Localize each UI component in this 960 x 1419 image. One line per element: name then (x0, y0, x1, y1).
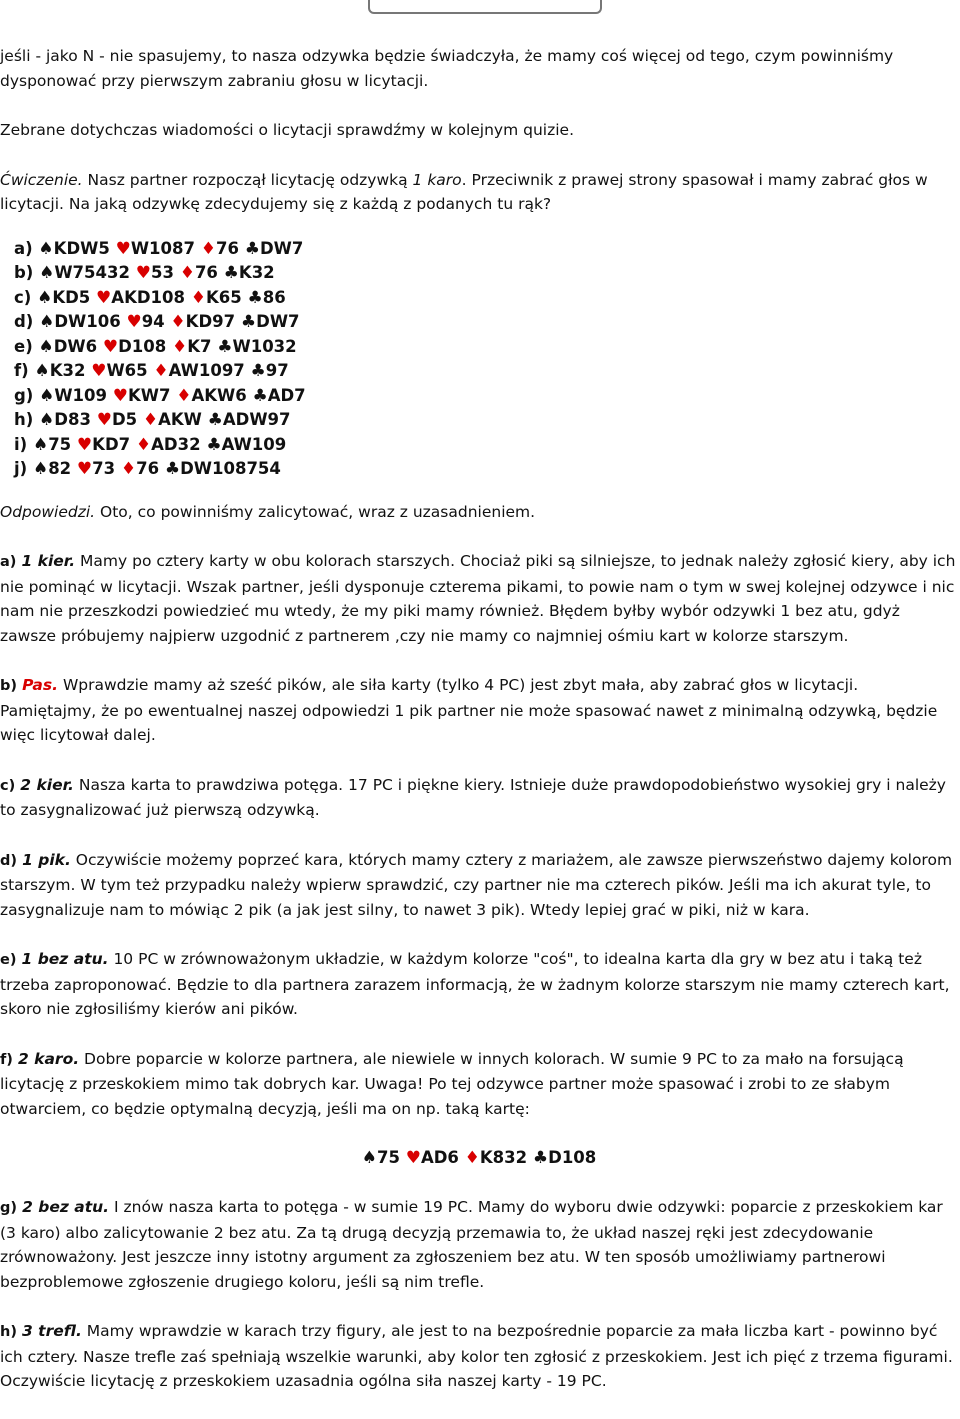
heart-icon: ♥ (76, 434, 93, 455)
diamond-cards: 76 (194, 263, 224, 282)
answer-text: Mamy wprawdzie w karach trzy figury, ale jest to na bezpośrednie poparcie za mała liczba kart - powinno być ich cztery. Nasze trefle zaś spełniają wszelkie warunki, aby kolor ten zgłosić z przeskokiem. Jest ich pięć z trzema figurami. Oczywiście licytację z przeskokiem uzasadnia ogólna siła naszej karty - 19 PC. (0, 1322, 953, 1390)
club-icon: ♣ (164, 459, 181, 479)
heart-icon: ♥ (96, 410, 112, 430)
exercise-bid: 1 karo (412, 170, 462, 189)
heart-cards: KD7 (92, 434, 136, 454)
diamond-cards: 76 (136, 459, 165, 478)
answer-label: h) (0, 1324, 22, 1340)
answer-bid: Pas. (22, 676, 59, 694)
spade-cards: 75 (376, 1148, 406, 1167)
answers-list (0, 549, 958, 1394)
heart-icon: ♥ (112, 385, 128, 406)
spade-cards: DW6 (53, 336, 103, 356)
answer-label: b) (0, 678, 23, 694)
heart-icon: ♥ (405, 1148, 421, 1168)
answer-label: c) (0, 777, 21, 794)
spade-icon: ♠ (32, 434, 49, 455)
heart-cards: W65 (106, 361, 154, 380)
hand-label: g) (14, 385, 40, 405)
diamond-icon: ♦ (176, 385, 192, 406)
answer-text: 10 PC w zrównoważonym układzie, w każdym kolorze "coś", to idealna karta dla gry w bez atu i taką też trzeba zaproponować. Będzie to dla partnera zarazem informacją, że w żadnym kolorze starszym nie mamy czterech kart, skoro nie zgłosiliśmy kierów ani pików. (0, 950, 950, 1018)
answer-paragraph (0, 549, 958, 648)
club-icon: ♣ (206, 434, 222, 455)
diamond-cards: AKW6 (191, 385, 253, 405)
answer-paragraph (0, 1319, 958, 1394)
heart-cards: 53 (150, 263, 180, 282)
heart-icon: ♥ (76, 459, 93, 479)
answer-label: f) (0, 1051, 18, 1068)
club-cards: DW108754 (180, 459, 281, 478)
heart-cards: AD6 (420, 1148, 465, 1167)
heart-icon: ♥ (115, 238, 131, 259)
hand-row (14, 237, 958, 262)
club-icon: ♣ (223, 263, 239, 283)
example-hand (0, 1146, 958, 1170)
heart-icon: ♥ (91, 361, 107, 381)
hand-row (14, 433, 958, 458)
spade-cards: W109 (54, 385, 113, 405)
answer-text: Mamy po cztery karty w obu kolorach starszych. Chociaż piki są silniejsze, to jednak należy zgłosić kiery, aby ich nie pominąć w licytacji. Wszak partner, jeśli dysponuje czterema pikami, to powie nam o tym w swej kolejnej odzywce i nic nam nie przeszkodzi powiedzieć mu wtedy, że my piki mamy również. Błędem byłby wybór odzywki 1 bez atu, gdyż zawsze próbujemy najpierw uzgodnić z partnerem ,czy nie mamy co najmniej ośmiu kart w kolorze starszym. (0, 552, 956, 645)
answer-paragraph (0, 1195, 958, 1294)
club-cards: D108 (548, 1148, 597, 1167)
spade-cards: KD5 (52, 287, 97, 307)
hand-label: b) (14, 263, 40, 282)
club-icon: ♣ (250, 361, 266, 381)
diamond-cards: KD97 (185, 312, 241, 331)
diamond-icon: ♦ (142, 410, 159, 430)
answer-text: Dobre poparcie w kolorze partnera, ale niewiele w innych kolorach. W sumie 9 PC to za mało na forsującą licytację z przeskokiem mimo tak dobrych kar. Uwaga! Po tej odzywce partner może spasować i zrobi to ze słabym otwarciem, co będzie optymalną decyzją, jeśli ma on np. taką kartę: (0, 1049, 904, 1118)
answer-bid: 2 karo. (17, 1049, 80, 1068)
hand-label: d) (14, 312, 40, 331)
heart-cards: KW7 (128, 385, 177, 405)
document-body (0, 44, 958, 1419)
hand-row (14, 457, 958, 482)
club-cards: AD7 (267, 385, 306, 405)
answer-bid: 1 bez atu. (21, 950, 109, 968)
answer-bid: 1 pik. (22, 850, 71, 869)
club-icon: ♣ (217, 336, 233, 357)
answer-text: Oczywiście możemy poprzeć kara, których mamy cztery z mariażem, ale zawsze pierwszeństwo dajemy kolorom starszym. W tym też przypadku należy wpierw sprawdzić, czy partner nie ma czterech pików. Jeśli ma ich akurat tyle, to zasygnalizuje nam to mówiąc 2 pik (a jak jest silny, to nawet 3 pik). Wtedy lepiej grać w piki, niż w kara. (0, 850, 953, 919)
spade-icon: ♠ (37, 287, 53, 308)
answer-paragraph (0, 773, 958, 823)
diamond-cards: K7 (187, 336, 218, 356)
diamond-cards: 76 (215, 238, 245, 258)
hand-row (14, 384, 958, 409)
hand-row (14, 408, 958, 433)
answers-lead: Odpowiedzi. (0, 502, 96, 521)
club-icon: ♣ (207, 410, 223, 430)
heart-cards: 94 (141, 312, 171, 331)
exercise-text-2: . Przeciwnik z prawej strony spasował i mamy zabrać głos w licytacji. Na jaką odzywkę zdecydujemy się z każdą z podanych tu rąk? (0, 170, 928, 213)
heart-icon: ♥ (102, 336, 119, 357)
heart-icon: ♥ (135, 263, 151, 283)
heart-icon: ♥ (96, 287, 112, 308)
heart-cards: D5 (111, 410, 143, 429)
spade-icon: ♠ (32, 459, 49, 479)
spade-cards: D83 (54, 410, 97, 429)
spade-icon: ♠ (39, 385, 55, 406)
exercise-paragraph (0, 168, 958, 217)
spade-cards: DW106 (54, 312, 127, 331)
exercise-lead: Ćwiczenie. (0, 170, 83, 189)
hands-list (14, 237, 958, 482)
answer-text: Nasza karta to prawdziwa potęga. 17 PC i piękne kiery. Istnieje duże prawdopodobieństwo wysokiej gry i należy to zasygnalizować już pierwszą odzywką. (0, 775, 946, 819)
answer-paragraph (0, 848, 958, 923)
club-cards: 86 (262, 287, 286, 307)
club-icon: ♣ (244, 238, 260, 259)
answer-text: I znów nasza karta to potęga - w sumie 19 PC. Mamy do wyboru dwie odzywki: poparcie z przeskokiem kar (3 karo) albo zalicytowanie 2 bez atu. Za tą drugą decyzją przemawia to, że układ naszej ręki jest zdecydowanie zrównoważony. Jest jeszcze inny istotny argument za zgłoszeniem bez atu. W ten sposób umożliwiamy partnerowi bezproblemowe zgłoszenie drugiego koloru, jeśli są nim trefle. (0, 1198, 943, 1291)
hand-label: f) (14, 361, 35, 380)
diamond-icon: ♦ (200, 238, 216, 259)
spade-icon: ♠ (39, 263, 55, 283)
club-cards: DW7 (256, 312, 300, 331)
diamond-icon: ♦ (153, 361, 169, 381)
club-icon: ♣ (247, 287, 263, 308)
heart-cards: W1087 (130, 238, 201, 258)
answer-label: a) (0, 554, 22, 570)
club-icon: ♣ (252, 385, 268, 406)
diamond-cards: AKW (158, 410, 208, 429)
spade-icon: ♠ (38, 336, 54, 357)
diamond-cards: K65 (206, 287, 248, 307)
diamond-cards: AW1097 (168, 361, 251, 380)
diamond-icon: ♦ (135, 434, 152, 455)
heart-cards: D108 (118, 336, 172, 356)
spade-icon: ♠ (38, 238, 54, 259)
exercise-text-1: Nasz partner rozpoczął licytację odzywką (82, 170, 413, 189)
club-cards: W1032 (232, 336, 297, 356)
diamond-icon: ♦ (172, 336, 188, 357)
club-cards: ADW97 (222, 410, 291, 429)
answer-label: e) (0, 952, 22, 968)
spade-cards: W75432 (54, 263, 136, 282)
answer-bid: 2 kier. (20, 775, 74, 794)
club-cards: 97 (265, 361, 289, 380)
answer-paragraph (0, 673, 958, 748)
heart-icon: ♥ (126, 312, 142, 332)
answers-intro: Oto, co powinniśmy zalicytować, wraz z uzasadnieniem. (95, 502, 536, 521)
page-header-frame (368, 0, 602, 14)
club-cards: K32 (238, 263, 275, 282)
hand-label: a) (14, 238, 39, 258)
heart-cards: AKD108 (111, 287, 191, 307)
diamond-cards: AD32 (151, 434, 207, 454)
diamond-icon: ♦ (179, 263, 195, 283)
club-cards: AW109 (221, 434, 287, 454)
club-icon: ♣ (240, 312, 257, 332)
club-cards: DW7 (259, 238, 304, 258)
answer-bid: 1 kier. (21, 552, 76, 570)
hand-label: h) (14, 410, 40, 429)
hand-row (14, 359, 958, 384)
answer-paragraph (0, 1047, 958, 1122)
answer-label: g) (0, 1200, 23, 1216)
spade-icon: ♠ (34, 361, 50, 381)
answer-label: d) (0, 852, 23, 869)
diamond-cards: K832 (479, 1148, 533, 1167)
diamond-icon: ♦ (120, 459, 137, 479)
answers-heading (0, 500, 958, 525)
diamond-icon: ♦ (190, 287, 206, 308)
spade-cards: 75 (48, 434, 77, 454)
answer-text: Wprawdzie mamy aż sześć pików, ale siła karty (tylko 4 PC) jest zbyt mała, aby zabrać głos w licytacji. Pamiętajmy, że po ewentualnej naszej odpowiedzi 1 pik partner nie może spasować nawet z minimalną odzywką, będzie więc licytował dalej. (0, 676, 938, 744)
spade-icon: ♠ (361, 1148, 377, 1168)
diamond-icon: ♦ (464, 1148, 480, 1168)
answer-bid: 3 trefl. (22, 1322, 82, 1340)
diamond-icon: ♦ (170, 312, 186, 332)
club-icon: ♣ (532, 1148, 549, 1168)
quiz-intro-paragraph: Zebrane dotychczas wiadomości o licytacji sprawdźmy w kolejnym quizie. (0, 121, 574, 139)
intro-paragraph: jeśli - jako N - nie spasujemy, to nasza odzywka będzie świadczyła, że mamy coś więcej od tego, czym powinniśmy dysponować przy pierwszym zabraniu głosu w licytacji. (0, 47, 894, 90)
hand-row (14, 286, 958, 311)
spade-cards: 82 (48, 459, 77, 478)
hand-label: e) (14, 336, 39, 356)
hand-label: i) (14, 434, 33, 454)
hand-row (14, 310, 958, 335)
hand-label: c) (14, 287, 38, 307)
spade-icon: ♠ (39, 410, 55, 430)
heart-cards: 73 (92, 459, 121, 478)
spade-icon: ♠ (39, 312, 55, 332)
hand-row (14, 261, 958, 286)
answer-bid: 2 bez atu. (22, 1198, 110, 1216)
spade-cards: KDW5 (53, 238, 116, 258)
hand-label: j) (14, 459, 33, 478)
spade-cards: K32 (49, 361, 92, 380)
hand-row (14, 335, 958, 360)
answer-paragraph (0, 947, 958, 1022)
